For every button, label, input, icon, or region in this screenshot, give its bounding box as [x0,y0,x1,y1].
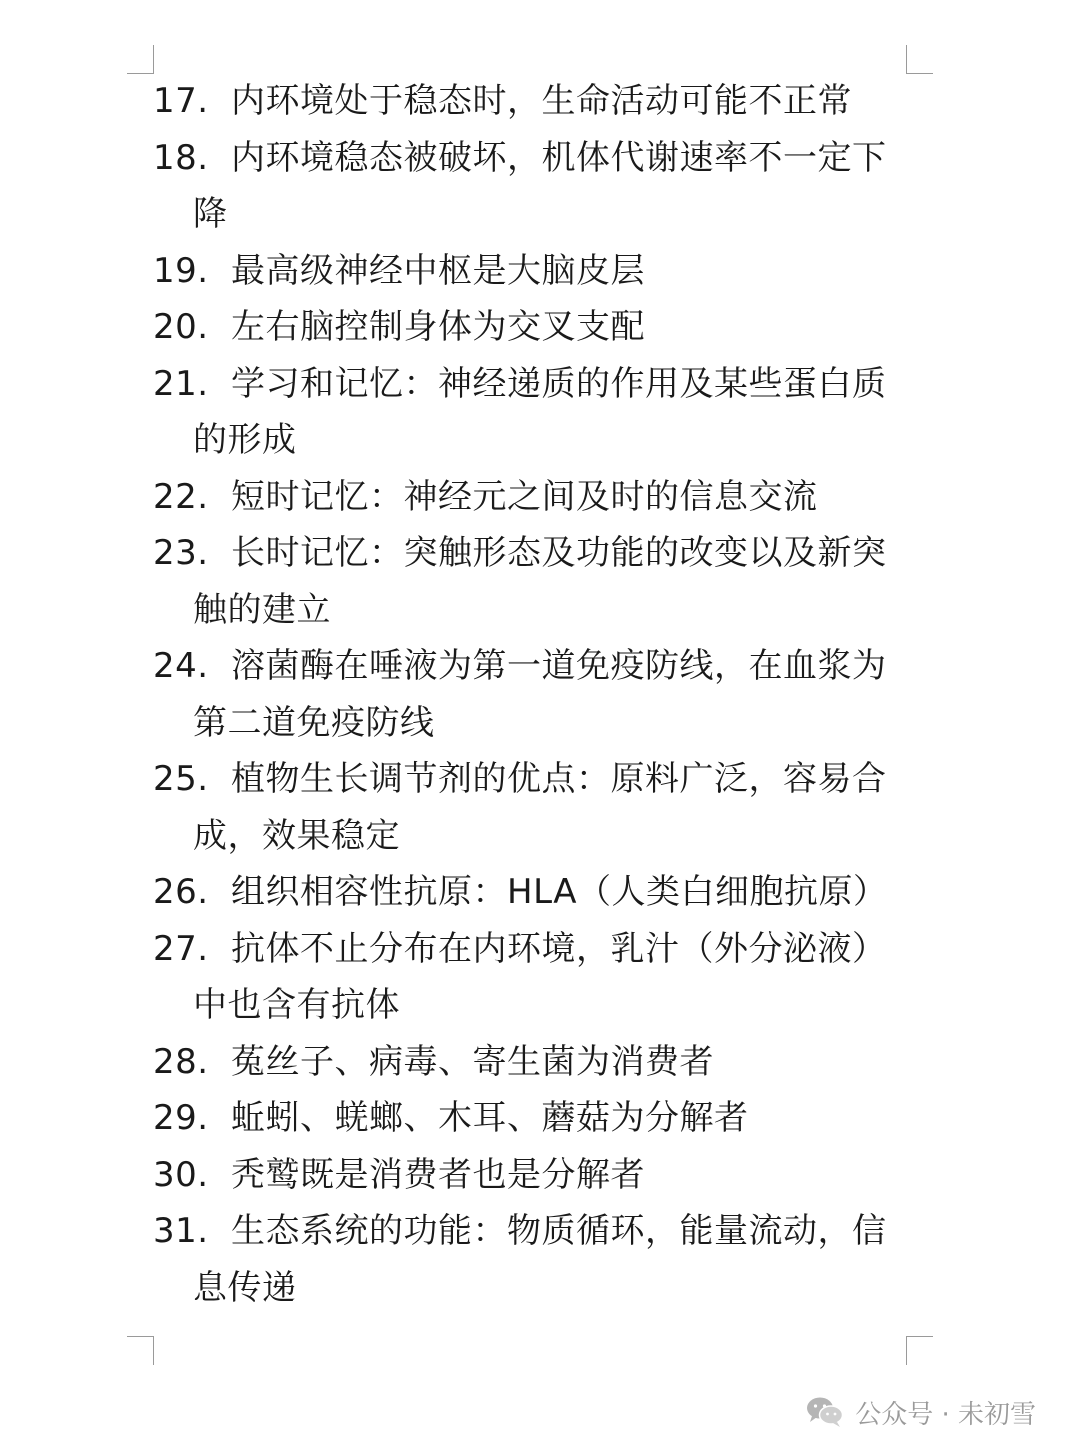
list-item [153,1034,913,1091]
item-line: 菟丝子、病毒、寄生菌为消费者 [231,1041,714,1082]
item-text [231,1147,913,1204]
item-text [231,299,913,356]
list-item-continuation [153,808,913,865]
list-item [153,921,913,978]
item-line: 内环境处于稳态时，生命活动可能不正常 [231,81,852,121]
list-item [153,243,913,300]
item-line: 植物生长调节剂的优点：原料广泛，容易合 [231,759,887,799]
item-line: 学习和记忆：神经递质的作用及某些蛋白质 [231,363,887,404]
item-line: 长时记忆：突触形态及功能的改变以及新突 [231,533,887,573]
item-line: 短时记忆：神经元之间及时的信息交流 [231,476,818,517]
item-text [231,243,913,300]
item-number: 25. [153,759,209,799]
item-number: 27. [153,928,209,969]
item-number: 24. [153,646,209,686]
list-item [153,299,913,356]
list-item [153,130,913,187]
item-number: 26. [153,872,209,912]
list-item-continuation [153,186,913,243]
item-line: 左右脑控制身体为交叉支配 [231,307,645,347]
item-line-continued: 第二道免疫防线 [193,702,435,743]
item-text [231,1034,913,1091]
item-line: 内环境稳态被破坏，机体代谢速率不一定下 [231,137,887,178]
item-line: 秃鹫既是消费者也是分解者 [231,1154,645,1195]
list-item-continuation [153,695,913,752]
item-line-continued: 降 [193,194,228,234]
item-text [231,921,913,978]
watermark [805,1392,1036,1432]
item-text [231,751,913,808]
item-text [231,356,913,413]
list-item [153,1203,913,1260]
item-line-continued: 息传递 [193,1267,297,1308]
item-number: 17. [153,81,209,121]
list-item [153,73,913,130]
watermark-text: 公众号 · 未初雪 [855,1399,1036,1430]
item-text [231,525,913,582]
item-line: 组织相容性抗原：HLA（人类白细胞抗原） [231,872,888,912]
item-number: 18. [153,137,209,178]
item-number: 23. [153,533,209,573]
numbered-list [153,73,913,1316]
item-line: 蚯蚓、蜣螂、木耳、蘑菇为分解者 [231,1098,749,1138]
list-item-continuation [153,1260,913,1317]
item-number: 29. [153,1098,209,1138]
item-line: 溶菌酶在唾液为第一道免疫防线，在血浆为 [231,646,887,686]
list-item-continuation [153,582,913,639]
list-item [153,469,913,526]
list-item-continuation [153,977,913,1034]
item-text [231,130,913,187]
item-text [231,1090,913,1147]
item-line-continued: 的形成 [193,420,297,460]
item-number: 30. [153,1154,209,1195]
item-number: 28. [153,1041,209,1082]
item-text [231,73,913,130]
item-text [231,1203,913,1260]
item-text [231,864,913,921]
page-corner-mark-top-left [127,45,154,74]
list-item [153,1090,913,1147]
page-corner-mark-bottom-left [127,1336,154,1365]
item-line-continued: 触的建立 [193,589,331,630]
item-line: 生态系统的功能：物质循环，能量流动，信 [231,1211,887,1251]
list-item [153,1147,913,1204]
wechat-icon [805,1395,845,1429]
page-corner-mark-top-right [906,45,933,74]
list-item [153,864,913,921]
page-corner-mark-bottom-right [906,1336,933,1365]
item-number: 19. [153,250,209,291]
list-item [153,525,913,582]
list-item [153,356,913,413]
item-text [231,469,913,526]
item-line: 最高级神经中枢是大脑皮层 [231,250,645,291]
item-line-continued: 成，效果稳定 [193,815,400,856]
list-item [153,751,913,808]
item-number: 22. [153,476,209,517]
list-item [153,638,913,695]
item-line: 抗体不止分布在内环境，乳汁（外分泌液） [231,928,887,969]
item-number: 21. [153,363,209,404]
item-number: 31. [153,1211,209,1251]
item-text [231,638,913,695]
item-line-continued: 中也含有抗体 [193,985,400,1025]
list-item-continuation [153,412,913,469]
item-number: 20. [153,307,209,347]
